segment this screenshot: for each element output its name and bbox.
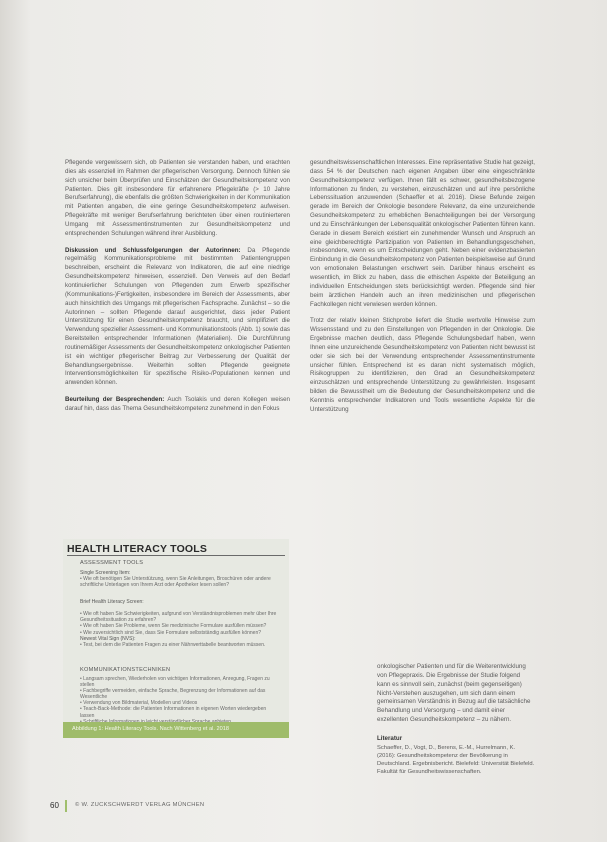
left-column xyxy=(65,159,290,414)
discussion-heading: Diskussion und Schlussfolgerungen der Autorinnen: xyxy=(65,246,241,254)
nvs-title: Newest Vital Sign (NVS): xyxy=(80,636,136,642)
nvs-block xyxy=(80,636,280,648)
box-title-rule xyxy=(67,555,285,556)
brief-screen-title: Brief Health Literacy Screen: xyxy=(80,599,144,606)
figure-caption-bar xyxy=(63,722,289,738)
discussion-paragraph xyxy=(65,247,290,389)
box-title: HEALTH LITERACY TOOLS xyxy=(67,543,208,555)
right-paragraph-3: onkologischer Patienten und für die Weiterentwicklung von Pflegepraxis. Die Ergebnisse der Studie folgend kann es sinnvoll sein, zunächst (beim gegenseitigen) Nicht-Verstehen auszugehen, um sich dann einem gemeinsamen Verständnis in Bezug auf die tatsächliche Behandlung und Versorgung – und damit einer exzellenten Gesundheitskompetenz – zu nähern. xyxy=(377,663,531,724)
health-literacy-box xyxy=(63,539,289,736)
assessment-heading: Beurteilung der Besprechenden: xyxy=(65,396,165,404)
single-item-text: • Wie oft benötigen Sie Unterstützung, wenn Sie Anleitungen, Broschüren oder andere schriftliche Unterlagen von Ihrem Arzt oder Apotheker lesen sollen? xyxy=(80,576,271,589)
assessment-tools-title: ASSESSMENT TOOLS xyxy=(80,560,144,566)
figure-caption: Abbildung 1: Health Literacy Tools. Nach Wittenberg et al. 2018 xyxy=(72,726,229,732)
assessment-text: Auch Tsolakis und deren Kollegen weisen darauf hin, dass das Thema Gesundheitskompetenz zunehmend in den Fokus xyxy=(65,396,290,412)
single-item-block xyxy=(80,570,280,588)
brief-screen-text: • Wie oft haben Sie Schwierigkeiten, aufgrund von Verständnisproblemen mehr über Ihre Gesundheitssituation zu erfahren? • Wie oft haben Sie Probleme, wenn Sie medizinische Formulare ausfüllen müssen? • Wie zuversichtlich sind Sie, dass Sie Formulare selbstständig ausfüllen können? xyxy=(80,611,277,636)
right-paragraph-2: Trotz der relativ kleinen Stichprobe liefert die Studie wertvolle Hinweise zum Wissensstand und zu den Einstellungen von Pflegenden in der Onkologie. Die Ergebnisse machen deutlich, dass Pflegende Schulungsbedarf haben, wenn Ihnen eine unzureichende Gesundheitskompetenz von Patienten nicht bewusst ist oder sie sich bei der Verwendung entsprechender Assessmentinstrumente unsicher fühlen. Entsprechend ist es daran nicht systematisch möglich, Risikogruppen zu identifizieren, den Grad an Gesundheitskompetenz einzuschätzen und entsprechende Unterstützung zu gewährleisten. Insgesamt bilden die Bewusstheit um die Bedeutung der Gesundheitskompetenz und die Kenntnis entsprechender Indikatoren und Tools wesentliche Aspekte für die Unterstützung xyxy=(310,317,535,413)
literature-text: Schaeffer, D., Vogt, D., Berens, E.-M., Hurrelmann, K. (2016): Gesundheitskompetenz der Bevölkerung in Deutschland. Ergebnisbericht. Bielefeld: Universität Bielefeld. Fakultät für Gesundheitswissenschaften. xyxy=(377,744,535,775)
discussion-text: Da Pflegende regelmäßig Kommunikationsprobleme mit bestimmten Patientengruppen beschreiben, erscheint die Relevanz von Indikatoren, die auf eine niedrige Gesundheitskompetenz hinweisen, essenziell. Den Verweis auf den Bedarf kontinuierlicher Schulungen von Pflegenden zum Erwerb spezifischer (Kommunikations-)Fertigkeiten, insbesondere im Bereich der Assessments, aber auch hinsichtlich des Umgangs mit pflegerischen Fachsprache. Zunächst – so die Autorinnen – sollten Pflegende darauf ausgerichtet, dass jeder Patient Unterstützung für einen Gesundheitskompetenz braucht, und simplifiziert die Verwendung spezieller Assessment- und Kommunikationstools (Abb. 1) sowie das Bereitstellen entsprechender Informationen (Materialien). Die Durchführung routinemäßiger Assessments der Gesundheitskompetenz onkologischer Patienten ist ein wichtiger pflegerischer Beitrag zur Verbesserung der Qualität der Behandlungsergebnisse. Weiterhin sollten Pflegende geeignete Interventionsmöglichkeiten für spezifische Risiko-/Populationen kennen und anwenden können. xyxy=(65,246,291,387)
brief-screen-block xyxy=(80,593,280,642)
footer-accent-bar xyxy=(65,800,67,812)
single-item-title: Single Screening Item: xyxy=(80,570,131,576)
page-number: 60 xyxy=(50,801,59,810)
assessment-paragraph xyxy=(65,396,290,414)
left-paragraph-1: Pflegende vergewissern sich, ob Patienten sie verstanden haben, und erachten dies als essenziell im Rahmen der pflegerischen Versorgung. Dennoch fühlen sie sich unsicher beim Überprüfen und Einschätzen der Gesundheitskompetenz von Patienten. Dies gilt insbesondere für erfahrenere Pflegekräfte (> 10 Jahre Berufserfahrung), die ebenfalls die größten Schwierigkeiten in der Kommunikation mit Patienten angaben, die eine geringe Gesundheitskompetenz aufweisen. Pflegekräfte mit weniger Berufserfahrung berichteten über einen routinierteren Umgang mit Assessmentinstrumenten zur Gesundheitskompetenz und entsprechenden Schulungen während ihrer Ausbildung. xyxy=(65,159,290,237)
right-column-lower xyxy=(377,663,535,776)
right-paragraph-1: gesundheitswissenschaftlichen Interesses. Eine repräsentative Studie hat gezeigt, dass 54 % der Deutschen nach eigenen Angaben über eine eingeschränkte Gesundheitskompetenz verfügen. Ihnen fällt es schwer, gesundheitsbezogene Informationen zu finden, zu verstehen, einzuschätzen und auf ihre persönliche Lebenssituation anzuwenden (Schaeffer et al. 2016). Diese Befunde zeigen gerade im Bereich der Onkologie besondere Relevanz, da eine unzureichende Gesundheitskompetenz zu erheblichen Benachteiligungen bei der Versorgung und zu Einschränkungen der Lebensqualität onkologischer Patienten führen kann. Gerade in diesem Bereich existiert ein zunehmender Wunsch und Anspruch an eine gleichberechtigte Partizipation von Patienten im Behandlungsgeschehen, insbesondere, wenn es um Entscheidungen geht. Neben einer evidenzbasierten Einbindung in die Gesundheitskompetenz von Patienten beispielsweise auf Grund von emotionalen Belastungen erschwert sein. Darüber hinaus erscheint es wesentlich, im Blick zu haben, dass die ethischen Aspekte der Beteiligung an individuellen Entscheidungen stets berücksichtigt werden. Pflegende sind hier beim ärztlichen Handeln auch an ihren medizinischen und pflegerischen Fachkollegen nicht verwiesen werden können. xyxy=(310,159,535,308)
nvs-text: • Test, bei dem die Patienten Fragen zu einer Nährwerttabelle beantworten müssen. xyxy=(80,642,266,649)
communication-title: KOMMUNIKATIONSTECHNIKEN xyxy=(80,667,171,673)
right-column xyxy=(310,159,535,415)
publisher-line: © W. ZUCKSCHWERDT VERLAG MÜNCHEN xyxy=(75,802,205,808)
literature-heading: Literatur xyxy=(377,734,403,742)
communication-text: • Langsam sprechen, Wiederholen von wichtigen Informationen, Anregung, Fragen zu stellen • Fachbegriffe vermeiden, einfache Sprache, Begrenzung der Informationen auf das Wesentliche • Verwendung von Bildmaterial, Modellen und Videos • Teach-Back-Methode: die Patienten Informationen in eigenen Worten wiedergeben lassen xyxy=(80,676,270,719)
page-footer xyxy=(50,800,570,814)
